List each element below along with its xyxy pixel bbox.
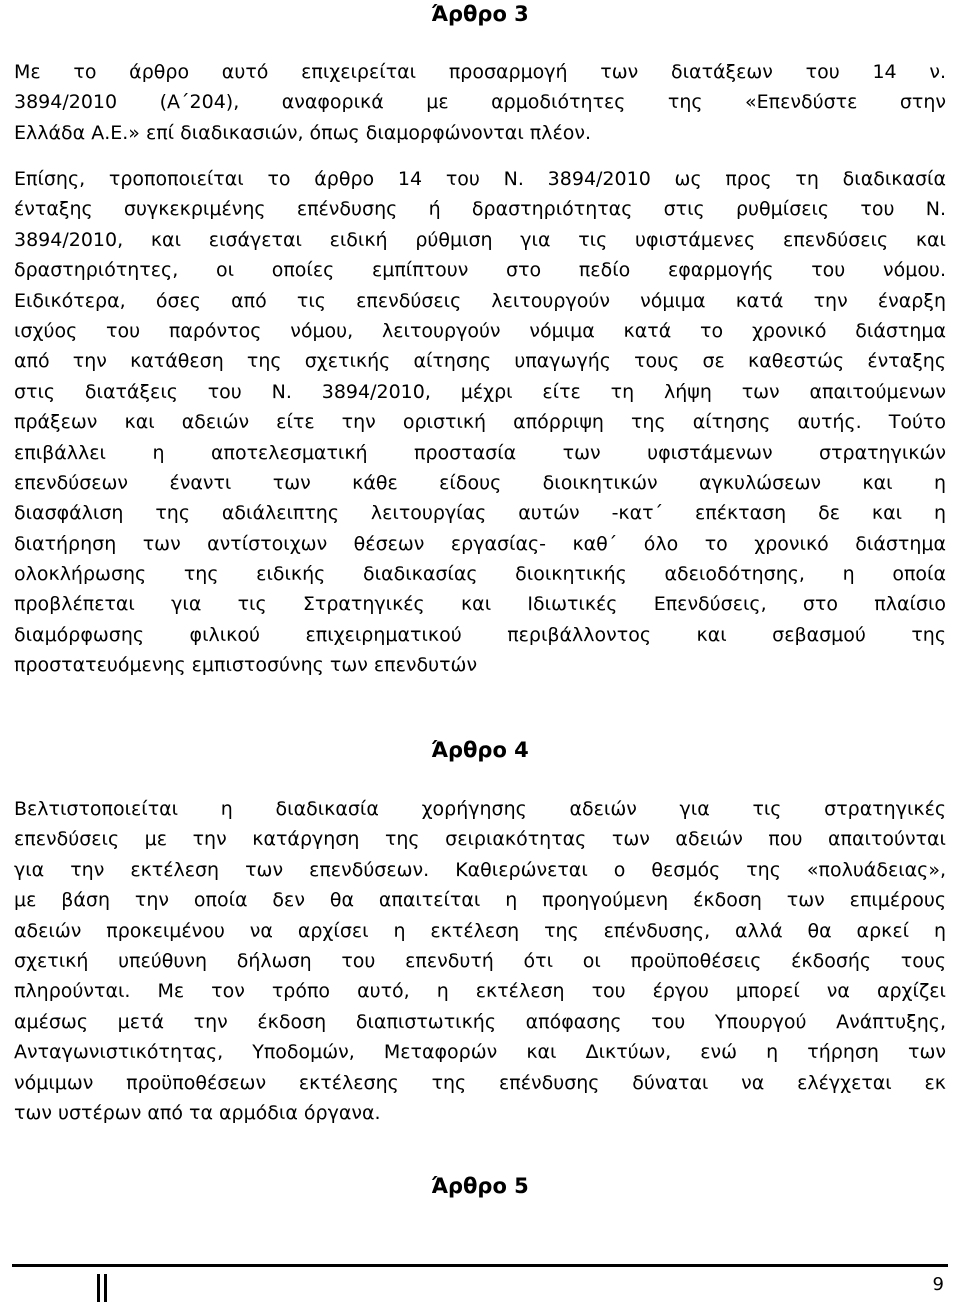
text-line: πληρούνται. Με τον τρόπο αυτό, η εκτέλεση του έργου μπορεί να αρχίζει xyxy=(14,980,946,1003)
text-line: ένταξης συγκεκριμένης επένδυσης ή δραστηριότητας στις ρυθμίσεις του Ν. xyxy=(14,198,946,221)
text-line: διατήρηση των αντίστοιχων θέσεων εργασίας- καθ΄ όλο το χρονικό διάστημα xyxy=(14,532,946,555)
text-line: νόμιμων προϋποθέσεων εκτέλεσης της επένδυσης δύναται να ελέγχεται εκ xyxy=(14,1071,946,1094)
article-3-paragraph-2 xyxy=(14,164,946,681)
text-line: σχετική υπεύθυνη δήλωση του επενδυτή ότι οι προϋποθέσεις έκδοσής τους xyxy=(14,949,946,972)
text-line: επενδύσεων έναντι των κάθε είδους διοικητικών αγκυλώσεων και η xyxy=(14,471,946,494)
article-4-heading: Άρθρο 4 xyxy=(431,738,529,762)
text-line: 3894/2010, και εισάγεται ειδική ρύθμιση για τις υφιστάμενες επενδύσεις και xyxy=(14,228,946,251)
text-line: Ανταγωνιστικότητας, Υποδομών, Μεταφορών και Δικτύων, ενώ η τήρηση των xyxy=(14,1041,946,1064)
text-line: αδειών προκειμένου να αρχίσει η εκτέλεση της επένδυσης, αλλά θα αρκεί η xyxy=(14,919,946,942)
article-5-heading: Άρθρο 5 xyxy=(431,1174,529,1198)
text-line: Με το άρθρο αυτό επιχειρείται προσαρμογή των διατάξεων του 14 ν. xyxy=(14,61,946,83)
text-line: προβλέπεται για τις Στρατηγικές και Ιδιωτικές Επενδύσεις, στο πλαίσιο xyxy=(14,593,946,616)
page-number: 9 xyxy=(932,1274,944,1295)
text-line: αμέσως μετά την έκδοση διαπιστωτικής απόφασης του Υπουργού Ανάπτυξης, xyxy=(14,1010,946,1033)
text-line: δραστηριότητες, οι οποίες εμπίπτουν στο πεδίο εφαρμογής του νόμου. xyxy=(14,259,946,282)
footer-tick-left xyxy=(97,1274,100,1302)
text-line: διαμόρφωσης φιλικού επιχειρηματικού περιβάλλοντος και σεβασμού της xyxy=(14,623,946,646)
text-line: προστατευόμενης εμπιστοσύνης των επενδυτών xyxy=(14,654,478,677)
text-line: Ελλάδα Α.Ε.» επί διαδικασιών, όπως διαμορφώνονται πλέον. xyxy=(14,121,592,144)
text-line: ισχύος του παρόντος νόμου, λειτουργούν νόμιμα κατά το χρονικό διάστημα xyxy=(14,319,946,342)
footer-rule xyxy=(12,1264,948,1267)
article-3-heading: Άρθρο 3 xyxy=(431,2,529,26)
article-3-paragraph-1 xyxy=(14,57,946,148)
footer-tick-right xyxy=(104,1274,107,1302)
text-line: για την εκτέλεση των επενδύσεων. Καθιερώνεται ο θεσμός της «πολυάδειας», xyxy=(14,858,946,881)
text-line: ολοκλήρωσης της ειδικής διαδικασίας διοικητικής αδειοδότησης, η οποία xyxy=(14,563,946,586)
text-line: Επίσης, τροποποιείται το άρθρο 14 του Ν. 3894/2010 ως προς τη διαδικασία xyxy=(14,168,946,190)
text-line: των υστέρων από τα αρμόδια όργανα. xyxy=(14,1101,381,1124)
text-line: 3894/2010 (Α΄204), αναφορικά με αρμοδιότητες της «Επενδύστε στην xyxy=(14,91,946,114)
text-line: με βάση την οποία δεν θα απαιτείται η προηγούμενη έκδοση των επιμέρους xyxy=(14,889,946,912)
text-line: διασφάλιση της αδιάλειπτης λειτουργίας αυτών -κατ΄ επέκταση δε και η xyxy=(14,502,946,525)
text-line: Βελτιστοποιείται η διαδικασία χορήγησης αδειών για τις στρατηγικές xyxy=(14,798,946,820)
text-line: επιβάλλει η αποτελεσματική προστασία των υφιστάμενων στρατηγικών xyxy=(14,441,946,464)
text-line: Ειδικότερα, όσες από τις επενδύσεις λειτουργούν νόμιμα κατά την έναρξη xyxy=(14,289,946,312)
text-line: επενδύσεις με την κατάργηση της σειριακότητας των αδειών που απαιτούνται xyxy=(14,828,946,851)
text-line: από την κατάθεση της σχετικής αίτησης υπαγωγής τους σε καθεστώς ένταξης xyxy=(14,350,946,373)
text-line: στις διατάξεις του Ν. 3894/2010, μέχρι είτε τη λήψη των απαιτούμενων xyxy=(14,380,946,403)
text-line: πράξεων και αδειών είτε την οριστική απόρριψη της αίτησης αυτής. Τούτο xyxy=(14,411,946,434)
article-4-paragraph-1 xyxy=(14,794,946,1128)
